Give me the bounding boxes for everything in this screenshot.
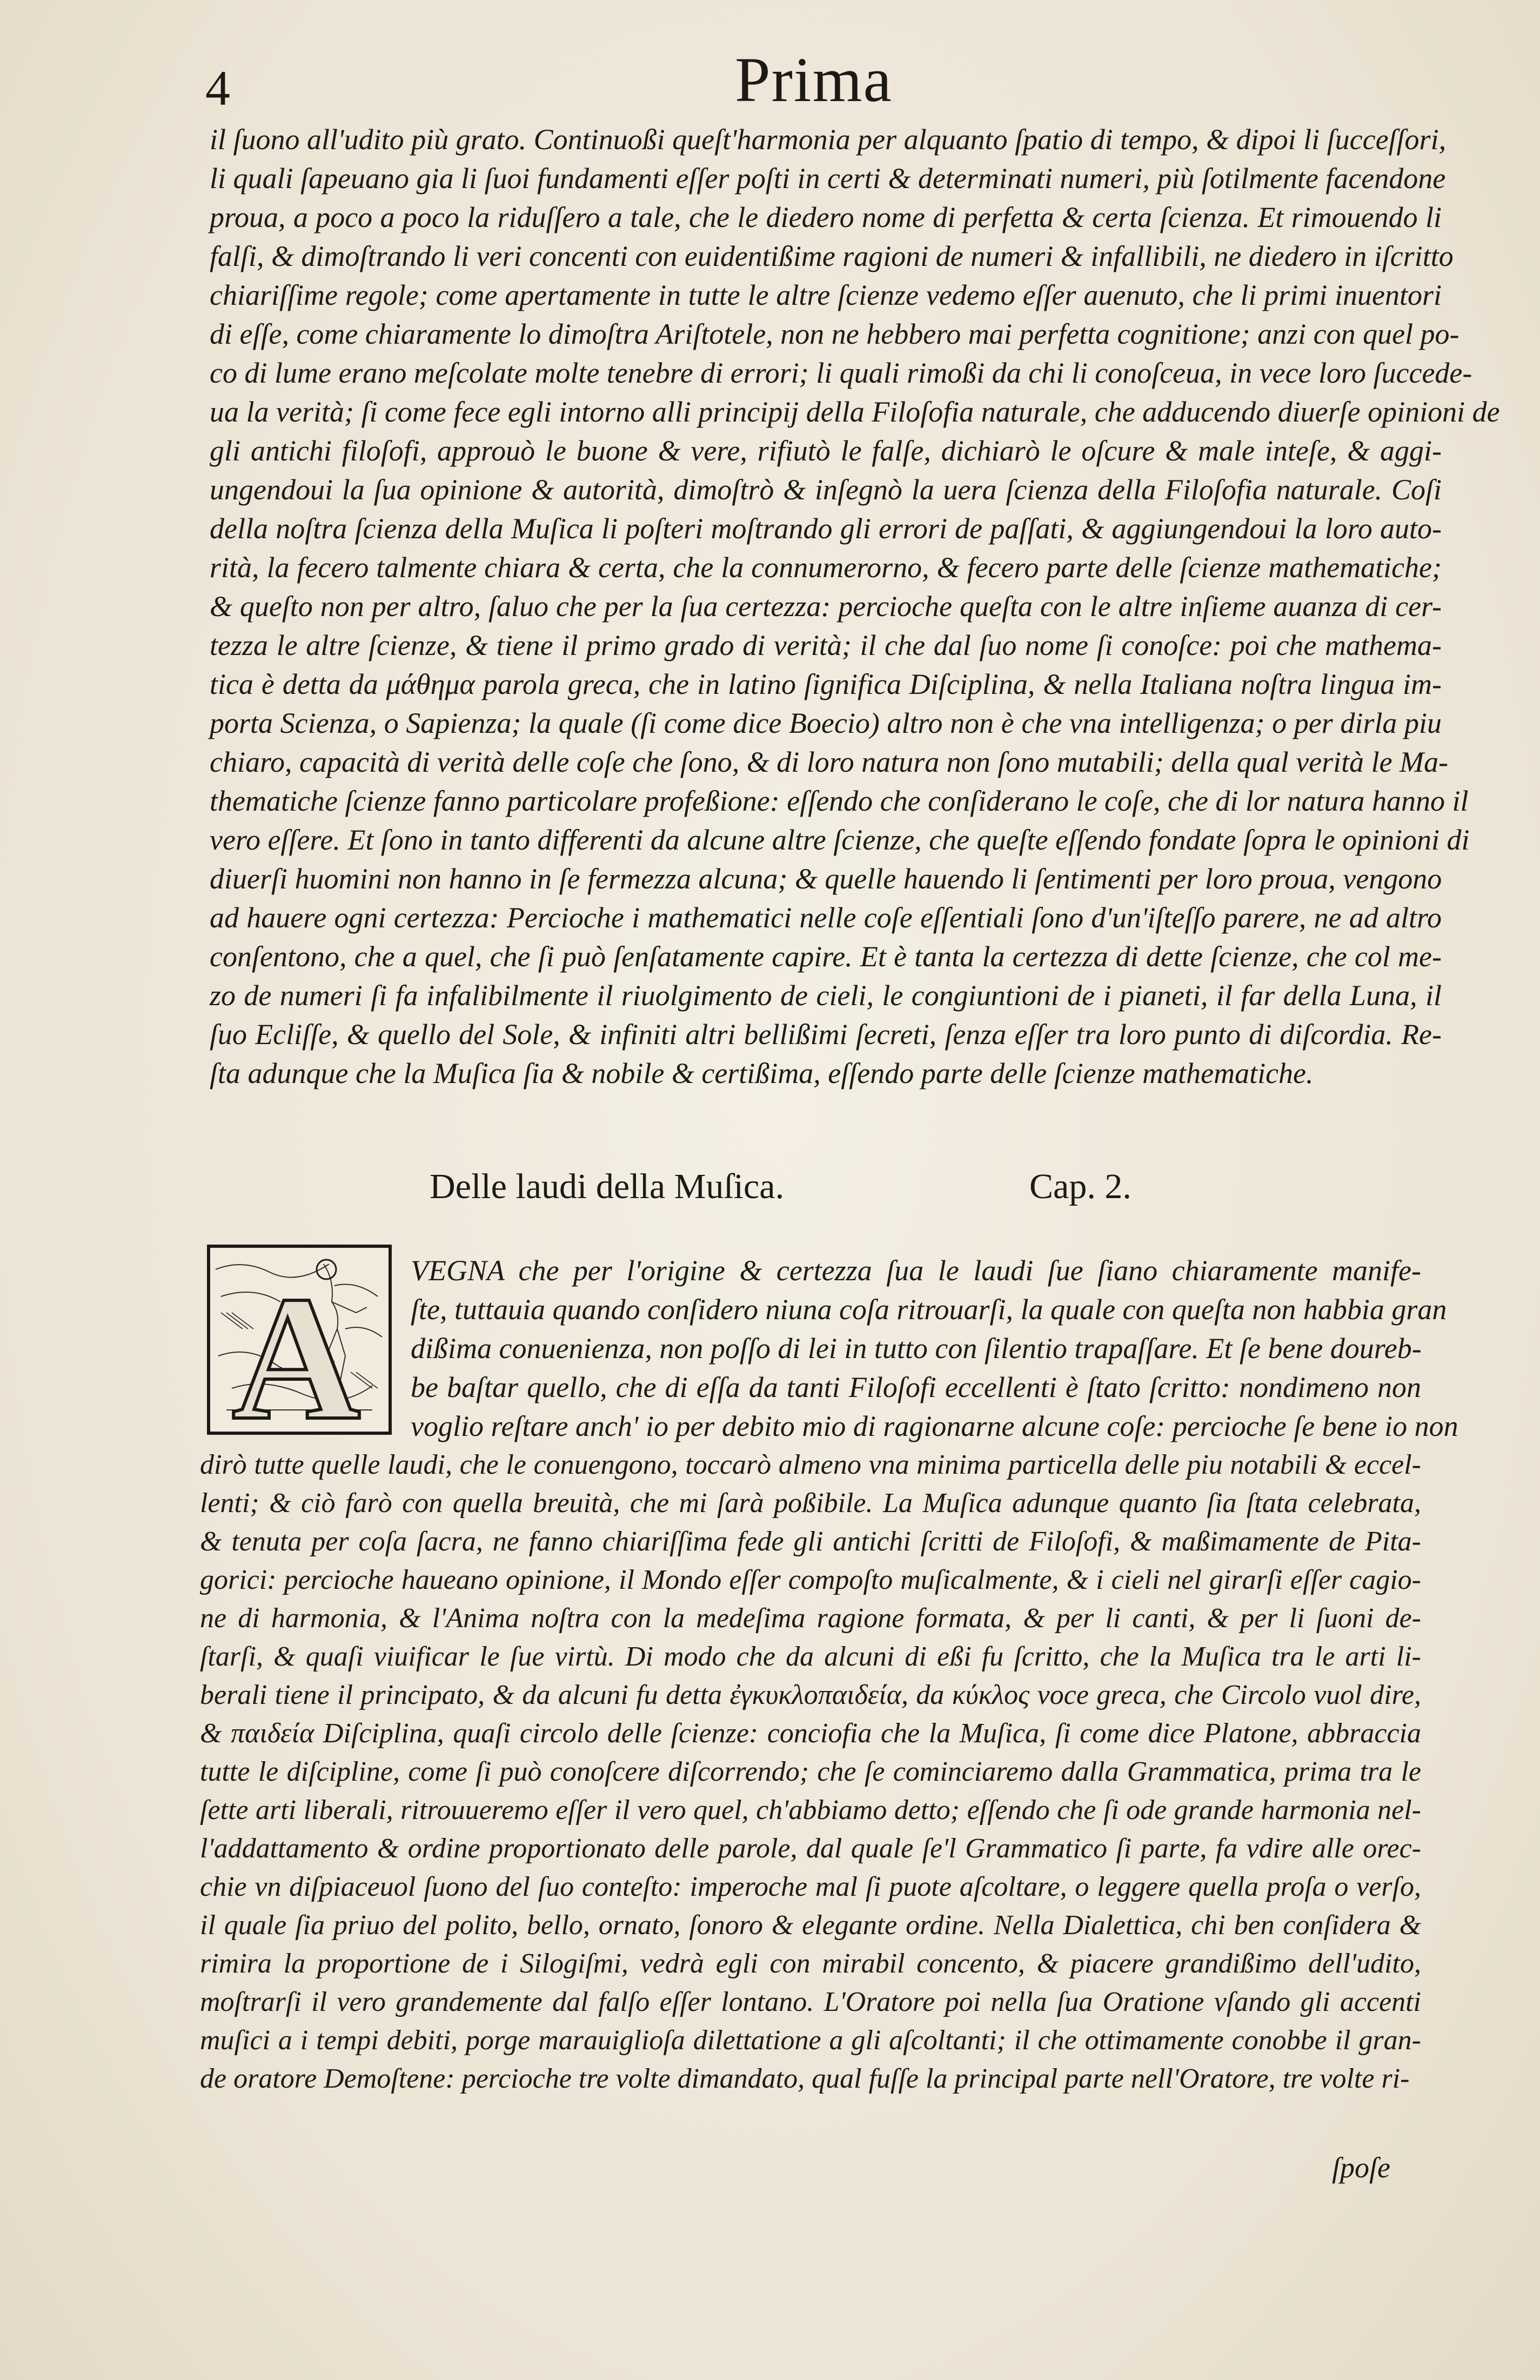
- text-line: della noſtra ſcienza della Muſica li poſteri moſtrando gli errori de paſſati, & aggiungendoui la loro auto-: [210, 512, 1442, 545]
- text-line: ua la verità; ſi come fece egli intorno alli principij della Filoſofia naturale, che adducendo diuerſe opinioni de: [210, 396, 1500, 428]
- text-line: ſette arti liberali, ritrouueremo eſſer il vero quel, ch'abbiamo detto; eſſendo che ſi ode grande harmonia nel-: [200, 1795, 1421, 1826]
- text-line: & παιδεία Diſciplina, quaſi circolo delle ſcienze: conciofia che la Muſica, ſi come dice Platone, abbraccia: [200, 1718, 1421, 1749]
- text-line: ne di harmonia, & l'Anima noſtra con la medeſima ragione formata, & per li canti, & per li ſuoni de-: [200, 1603, 1421, 1634]
- text-line: be baſtar quello, che di eſſa da tanti Filoſofi eccellenti è ſtato ſcritto: nondimeno non: [411, 1371, 1421, 1403]
- text-line: de oratore Demoſtene: percioche tre volte dimandato, qual fuſſe la principal parte nell'Oratore, tre volte ri-: [200, 2063, 1410, 2094]
- text-line: ſte, tuttauia quando conſidero niuna coſa ritrouarſi, la quale con queſta non habbia gran: [411, 1293, 1447, 1326]
- text-line: zo de numeri ſi fa infalibilmente il riuolgimento de cieli, le congiuntioni de i pianeti, il far della Luna, il: [210, 979, 1442, 1012]
- text-line: chiariſſime regole; come apertamente in tutte le altre ſcienze vedemo eſſer auenuto, che li primi inuentori: [210, 279, 1442, 311]
- text-line: gli antichi filoſofi, approuò le buone & vere, rifiutò le falſe, dichiarò le oſcure & male inteſe, & aggi-: [210, 434, 1442, 467]
- text-line: co di lume erano meſcolate molte tenebre di errori; li quali rimoßi da chi li conoſceua, in vece loro ſuccede-: [210, 357, 1472, 389]
- text-line: tica è detta da μάθημα parola greca, che in latino ſignifica Diſciplina, & nella Italiana noſtra lingua im-: [210, 668, 1442, 700]
- text-line: gorici: percioche haueano opinione, il Mondo eſſer compoſto muſicalmente, & i cieli nel girarſi eſſer cagio-: [200, 1565, 1421, 1595]
- text-line: tutte le diſcipline, come ſi può conoſcere diſcorrendo; che ſe cominciaremo dalla Grammatica, prima tra le: [200, 1756, 1421, 1787]
- text-line: li quali ſapeuano gia li ſuoi fundamenti eſſer poſti in certi & determinati numeri, più ſotilmente facendone: [210, 162, 1446, 195]
- text-line: l'addattamento & ordine proportionato delle parole, dal quale ſe'l Grammatico ſi parte, fa vdire alle orec-: [200, 1833, 1421, 1864]
- text-line: muſici a i tempi debiti, porge marauiglioſa dilettatione a gli aſcoltanti; il che ottimamente conobbe il gran-: [200, 2025, 1421, 2056]
- chapter-heading: [430, 1166, 1240, 1215]
- running-title: Prima: [735, 44, 893, 115]
- running-head: [205, 43, 1427, 124]
- text-line: ſtarſi, & quaſi viuificar le ſue virtù. Di modo che da alcuni di eßi fu ſcritto, che la Muſica tra le arti li-: [200, 1641, 1421, 1672]
- text-line: ſta adunque che la Muſica ſia & nobile & certißima, eſſendo parte delle ſcienze mathematiche.: [210, 1057, 1314, 1089]
- text-line: tezza le altre ſcienze, & tiene il primo grado di verità; il che dal ſuo nome ſi conoſce: poi che mathema-: [210, 629, 1442, 661]
- text-line: lenti; & ciò farò con quella breuità, che mi ſarà poßibile. La Muſica adunque quanto ſia ſtata celebrata,: [200, 1488, 1421, 1519]
- text-line: rità, la fecero talmente chiara & certa, che la connumerorno, & fecero parte delle ſcienze mathematiche;: [210, 551, 1442, 584]
- text-line: chie vn diſpiaceuol ſuono del ſuo conteſto: imperoche mal ſi puote aſcoltare, o leggere quella proſa o verſo,: [200, 1871, 1421, 1902]
- catchword: ſpoſe: [1332, 2151, 1390, 2184]
- chapter-number: Cap. 2.: [1029, 1167, 1131, 1206]
- text-line: chiaro, capacità di verità delle coſe che ſono, & di loro natura non ſono mutabili; della qual verità le Ma-: [210, 746, 1449, 778]
- text-line: thematiche ſcienze fanno particolare profeßione: eſſendo che conſiderano le coſe, che di lor natura hanno il: [210, 785, 1469, 817]
- text-line: il ſuono all'udito più grato. Continuoßi queſt'harmonia per alquanto ſpatio di tempo, & dipoi li ſucceſſori,: [210, 123, 1447, 156]
- text-line: il quale ſia priuo del polito, bello, ornato, ſonoro & elegante ordine. Nella Dialettica, chi ben conſidera &: [200, 1910, 1421, 1941]
- text-line: diuerſi huomini non hanno in ſe fermezza alcuna; & quelle hauendo li ſentimenti per loro proua, vengono: [210, 863, 1442, 895]
- body-text-section-1: [210, 120, 1500, 1093]
- body-text-section-2-indented: [411, 1251, 1458, 1446]
- text-line: porta Scienza, o Sapienza; la quale (ſi come dice Boecio) altro non è che vna intelligenza; o per dirla piu: [210, 707, 1442, 739]
- text-line: berali tiene il principato, & da alcuni fu detta ἐγκυκλοπαιδεία, da κύκλος voce greca, che Circolo vuol dire,: [200, 1680, 1421, 1710]
- text-line: ad hauere ogni certezza: Percioche i mathematici nelle coſe eſſentiali ſono d'un'iſteſſo parere, ne ad altro: [210, 901, 1442, 934]
- text-line: & queſto non per altro, ſaluo che per la ſua certezza: percioche queſta con le altre inſieme auanza di cer-: [210, 590, 1442, 623]
- text-line: VEGNA che per l'origine & certezza ſua le laudi ſue ſiano chiaramente manife-: [411, 1254, 1421, 1287]
- woodcut-illustration: [210, 1248, 389, 1432]
- page-number: 4: [205, 61, 230, 116]
- text-line: ungendoui la ſua opinione & autorità, dimoſtrò & inſegnò la uera ſcienza della Filoſofia naturale. Coſi: [210, 473, 1442, 506]
- text-line: falſi, & dimoſtrando li veri concenti con euidentißime ragioni de numeri & infallibili, ne diedero in iſcritto: [210, 240, 1454, 272]
- chapter-title: Delle laudi della Muſica.: [430, 1167, 785, 1206]
- text-line: proua, a poco a poco la riduſſero a tale, che le diedero nome di perfetta & certa ſcienza. Et rimouendo li: [210, 201, 1442, 233]
- body-text-section-2: [200, 1446, 1421, 2098]
- text-line: dißima conuenienza, non poſſo di lei in tutto con ſilentio trapaſſare. Et ſe bene doureb-: [411, 1332, 1422, 1365]
- text-line: voglio reſtare anch' io per debito mio di ragionarne alcune coſe: percioche ſe bene io non: [411, 1410, 1458, 1442]
- text-line: moſtrarſi il vero grandemente dal falſo eſſer lontano. L'Oratore poi nella ſua Oratione vſando gli accenti: [200, 1987, 1421, 2017]
- text-line: dirò tutte quelle laudi, che le conuengono, toccarò almeno vna minima particella delle piu notabili & eccel-: [200, 1449, 1421, 1480]
- text-line: & tenuta per coſa ſacra, ne fanno chiariſſima fede gli antichi ſcritti de Filoſofi, & maßimamente de Pita-: [200, 1526, 1421, 1557]
- woodcut-initial-a: [207, 1245, 392, 1435]
- text-line: ſuo Ecliſſe, & quello del Sole, & infiniti altri bellißimi ſecreti, ſenza eſſer tra loro punto di diſcordia. Re-: [210, 1018, 1442, 1051]
- text-line: di eſſe, come chiaramente lo dimoſtra Ariſtotele, non ne hebbero mai perfetta cognitione; anzi con quel po-: [210, 318, 1459, 350]
- text-line: conſentono, che a quel, che ſi può ſenſatamente capire. Et è tanta la certezza di dette ſcienze, che col me-: [210, 940, 1442, 973]
- drop-cap-letter: A: [232, 1260, 361, 1432]
- text-line: vero eſſere. Et ſono in tanto differenti da alcune altre ſcienze, che queſte eſſendo fondate ſopra le opinioni di: [210, 824, 1470, 856]
- text-line: rimira la proportione de i Silogiſmi, vedrà egli con mirabil concento, & piacere grandißimo dell'udito,: [200, 1948, 1421, 1979]
